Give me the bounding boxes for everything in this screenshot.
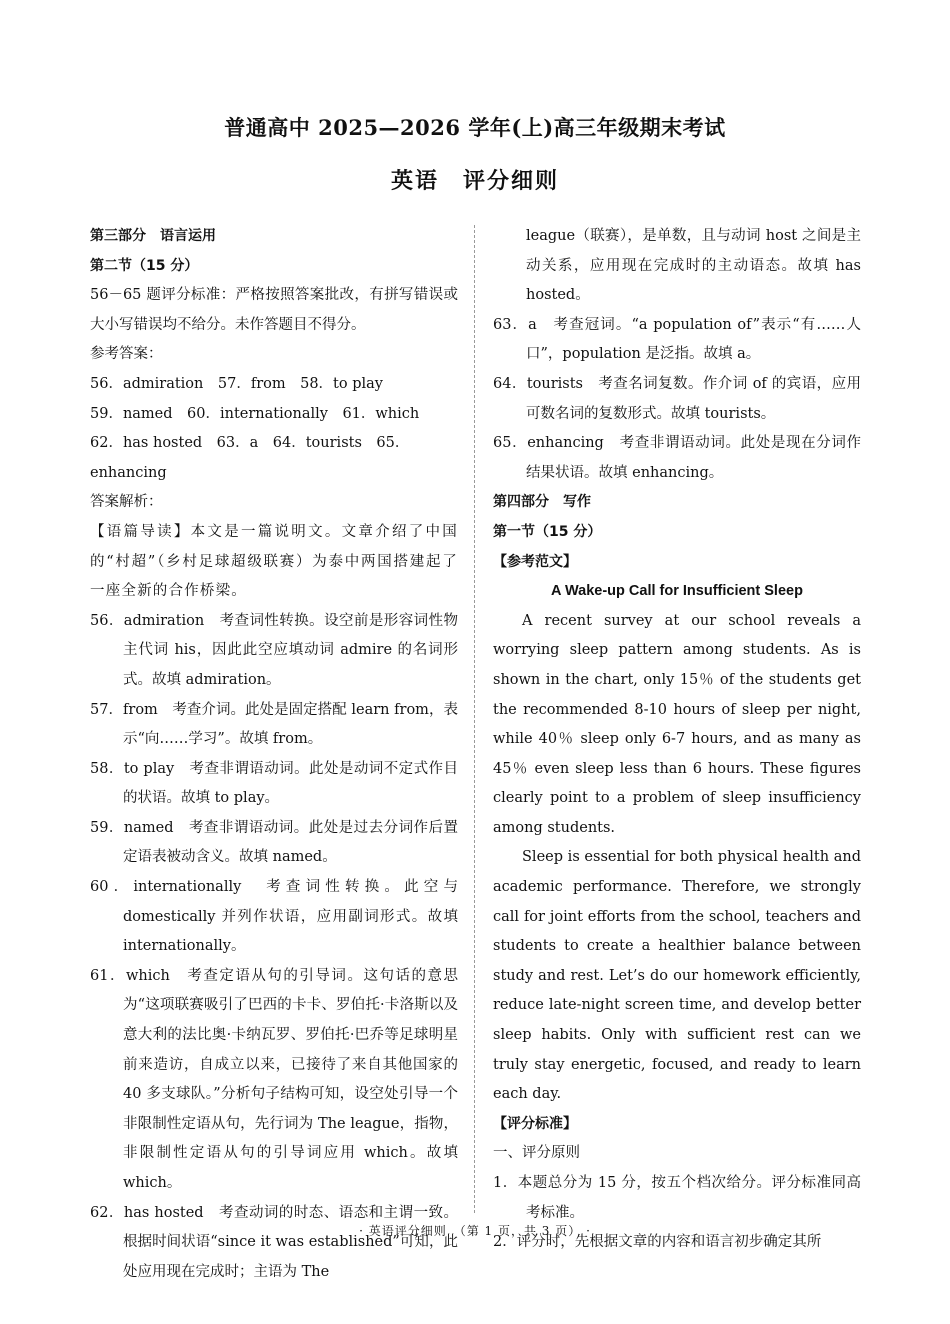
explanation-61: 61．which 考查定语从句的引导词。这句话的意思为“这项联赛吸引了巴西的卡卡、罗伯托·卡洛斯以及意大利的法比奥·卡纳瓦罗、罗伯托·巴乔等足球明星前来造访，自成立以来，已接待了来自其他国家的 40 多支球队。”分析句子结构可知，设空处引导一个非限制性定语从句，先行词为 The league，指物，非限制性定语从句的引导词应用 which。故填 which。 — [90, 967, 458, 1191]
explanation-57: 57．from 考查介词。此处是固定搭配 learn from，表示“向……学习”。故填 from。 — [90, 701, 458, 748]
essay-title: A Wake-up Call for Insufficient Sleep — [551, 583, 803, 600]
answer-line-1: 56．admiration 57．from 58．to play — [90, 375, 383, 392]
part3-heading: 第三部分 语言运用 — [90, 228, 216, 244]
page-subtitle: 英语 评分细则 — [390, 168, 559, 194]
explanation-63: 63．a 考查冠词。“a population of”表示“有……人口”，population 是泛指。故填 a。 — [493, 316, 861, 363]
essay-paragraph-2: Sleep is essential for both physical health and academic performance. Therefore, we strongly call for joint efforts from the school, teachers and students to create a healthier balance between study and rest. Let’s do our homework efficiently, reduce late-night screen time, and develop better sleep habits. Only with sufficient rest can we truly stay energetic, focused, and ready to learn each day. — [493, 849, 861, 1103]
explanation-58: 58．to play 考查非谓语动词。此处是动词不定式作目的状语。故填 to play。 — [90, 760, 458, 807]
answer-line-2: 59．named 60．internationally 61．which — [90, 405, 420, 422]
section1-heading: 第一节（15 分） — [493, 523, 602, 540]
answer-line-3: 62．has hosted 63．a 64．tourists 65．enhancing — [90, 435, 410, 481]
scoring-criteria: 56－65 题评分标准：严格按照答案批改，有拼写错误或大小写错误均不给分。未作答题目不得分。 — [90, 287, 458, 333]
sample-essay-label: 【参考范文】 — [493, 553, 577, 570]
explanation-60: 60．internationally 考查词性转换。此空与 domestically 并列作状语，应用副词形式。故填 internationally。 — [90, 879, 458, 955]
analysis-label: 答案解析： — [90, 494, 163, 511]
explanation-62: 62．has hosted 考查动词的时态、语态和主谓一致。根据时间状语“since it was established”可知，此处应用现在完成时；主语为 The — [90, 1204, 458, 1280]
right-column — [493, 222, 861, 1258]
page-footer: · 英语评分细则 （第 1 页，共 3 页） · — [359, 1224, 591, 1238]
part4-heading: 第四部分 写作 — [493, 494, 591, 511]
explanation-56: 56．admiration 考查词性转换。设空前是形容词性物主代词 his，因此此空应填动词 admire 的名词形式。故填 admiration。 — [90, 612, 458, 688]
explanation-64: 64．tourists 考查名词复数。作介词 of 的宾语，应用可数名词的复数形式。故填 tourists。 — [493, 375, 861, 422]
rule-1: 1．本题总分为 15 分，按五个档次给分。评分标准同高考标准。 — [493, 1175, 861, 1221]
rule-2: 2．评分时，先根据文章的内容和语言初步确定其所 — [493, 1234, 822, 1251]
explanation-65: 65．enhancing 考查非谓语动词。此处是现在分词作结果状语。故填 enhancing。 — [493, 435, 861, 481]
left-column — [90, 222, 458, 1287]
page-title: 普通高中 2025—2026 学年(上)高三年级期末考试 — [224, 115, 726, 140]
scoring-standard-label: 【评分标准】 — [493, 1115, 577, 1132]
explanation-62-continued: league（联赛），是单数，且与动词 host 之间是主动关系，应用现在完成时的主动语态。故填 has hosted。 — [526, 228, 861, 304]
section2-heading: 第二节（15 分） — [90, 257, 199, 274]
reference-answer-label: 参考答案： — [90, 346, 163, 363]
passage-guide: 【语篇导读】本文是一篇说明文。文章介绍了中国的“村超”（乡村足球超级联赛）为泰中两国搭建起了一座全新的合作桥梁。 — [90, 523, 458, 600]
scoring-principle-heading: 一、评分原则 — [493, 1145, 580, 1162]
column-divider — [474, 225, 475, 1213]
essay-paragraph-1: A recent survey at our school reveals a worrying sleep pattern among students. As is shown in the chart, only 15％ of the students get the recommended 8-10 hours of sleep per night, while 40％ sleep only 6-7 hours, and as many as 45％ even sleep less than 6 hours. These figures clearly point to a problem of sleep insufficiency among students. — [493, 612, 861, 836]
explanation-59: 59．named 考查非谓语动词。此处是过去分词作后置定语表被动含义。故填 named。 — [90, 819, 458, 866]
